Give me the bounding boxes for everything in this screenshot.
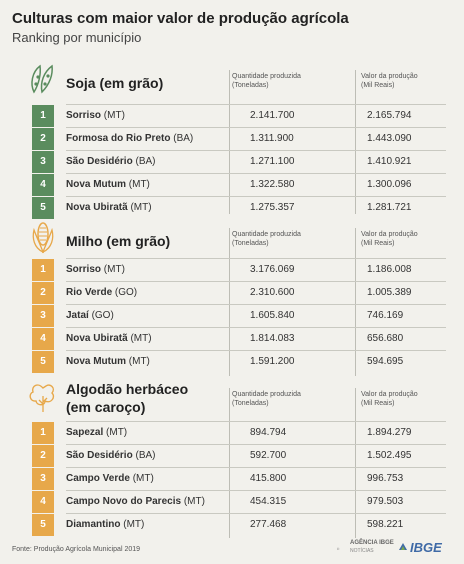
- municipality-name: Sorriso (MT): [66, 264, 125, 275]
- row-divider: [66, 104, 446, 105]
- row-divider: [66, 127, 446, 128]
- rank-badge: 5: [32, 197, 54, 219]
- agencia-logo-text: AGÊNCIA IBGE: [350, 540, 394, 546]
- row-divider: [66, 196, 446, 197]
- quantity-value: 1.814.083: [250, 333, 295, 344]
- cotton-tree-icon: [28, 380, 58, 414]
- municipality-name: Nova Ubiratã (MT): [66, 333, 152, 344]
- table-row: [0, 128, 464, 150]
- section-algodao: [0, 378, 464, 538]
- production-value: 1.186.008: [367, 264, 412, 275]
- page-title: Culturas com maior valor de produção agrícola: [12, 10, 349, 27]
- rank-badge: 3: [32, 305, 54, 327]
- row-divider: [66, 258, 446, 259]
- production-value: 746.169: [367, 310, 404, 321]
- row-divider: [66, 467, 446, 468]
- table-row: [0, 445, 464, 467]
- rank-badge: 4: [32, 491, 54, 513]
- column-header-quantity: Quantidade produzida (Toneladas): [232, 391, 301, 407]
- production-value: 594.695: [367, 356, 404, 367]
- table-row: [0, 151, 464, 173]
- column-header-value: Valor da produção (Mil Reais): [361, 391, 418, 407]
- rank-badge: 3: [32, 468, 54, 490]
- quantity-value: 1.311.900: [250, 133, 294, 144]
- column-header-quantity: Quantidade produzida (Toneladas): [232, 73, 301, 89]
- section-title: Soja (em grão): [66, 75, 164, 91]
- quantity-value: 2.310.600: [250, 287, 295, 298]
- ibge-logo: IBGE: [410, 540, 442, 555]
- quantity-value: 1.322.580: [250, 179, 295, 190]
- agencia-logo-icon: [337, 541, 349, 557]
- quantity-value: 2.141.700: [250, 110, 295, 121]
- production-value: 1.894.279: [367, 427, 412, 438]
- municipality-name: Campo Novo do Parecis (MT): [66, 496, 205, 507]
- source-note: Fonte: Produção Agrícola Municipal 2019: [12, 546, 141, 553]
- rank-badge: 2: [32, 445, 54, 467]
- production-value: 979.503: [367, 496, 404, 507]
- table-row: [0, 328, 464, 350]
- production-value: 1.281.721: [367, 202, 412, 213]
- production-value: 996.753: [367, 473, 404, 484]
- rank-badge: 1: [32, 105, 54, 127]
- section-title: Algodão herbáceo (em caroço): [66, 381, 189, 415]
- soy-pod-icon: [28, 62, 58, 96]
- rank-badge: 5: [32, 514, 54, 536]
- rank-badge: 2: [32, 282, 54, 304]
- column-header-quantity: Quantidade produzida (Toneladas): [232, 231, 301, 247]
- rank-badge: 4: [32, 328, 54, 350]
- table-row: [0, 468, 464, 490]
- table-row: [0, 351, 464, 373]
- production-value: 1.300.096: [367, 179, 412, 190]
- municipality-name: Formosa do Rio Preto (BA): [66, 133, 194, 144]
- production-value: 1.410.921: [367, 156, 412, 167]
- quantity-value: 592.700: [250, 450, 287, 461]
- table-row: [0, 197, 464, 219]
- municipality-name: Sapezal (MT): [66, 427, 128, 438]
- row-divider: [66, 327, 446, 328]
- municipality-name: Diamantino (MT): [66, 519, 145, 530]
- quantity-value: 1.605.840: [250, 310, 295, 321]
- rank-badge: 1: [32, 259, 54, 281]
- quantity-value: 894.794: [250, 427, 287, 438]
- rank-badge: 5: [32, 351, 54, 373]
- production-value: 2.165.794: [367, 110, 412, 121]
- column-header-value: Valor da produção (Mil Reais): [361, 73, 418, 89]
- production-value: 1.005.389: [367, 287, 412, 298]
- production-value: 1.443.090: [367, 133, 412, 144]
- row-divider: [66, 350, 446, 351]
- quantity-value: 277.468: [250, 519, 287, 530]
- municipality-name: Nova Mutum (MT): [66, 179, 150, 190]
- column-header-value: Valor da produção (Mil Reais): [361, 231, 418, 247]
- section-title: Milho (em grão): [66, 233, 171, 249]
- section-soja: [0, 58, 464, 218]
- table-row: [0, 305, 464, 327]
- row-divider: [66, 281, 446, 282]
- row-divider: [66, 513, 446, 514]
- municipality-name: São Desidério (BA): [66, 156, 156, 167]
- quantity-value: 1.271.100: [250, 156, 295, 167]
- production-value: 656.680: [367, 333, 404, 344]
- rank-badge: 4: [32, 174, 54, 196]
- row-divider: [66, 421, 446, 422]
- municipality-name: São Desidério (BA): [66, 450, 156, 461]
- production-value: 598.221: [367, 519, 404, 530]
- quantity-value: 415.800: [250, 473, 287, 484]
- municipality-name: Nova Ubiratã (MT): [66, 202, 152, 213]
- row-divider: [66, 490, 446, 491]
- rank-badge: 1: [32, 422, 54, 444]
- municipality-name: Campo Verde (MT): [66, 473, 154, 484]
- row-divider: [66, 150, 446, 151]
- corn-cob-icon: [28, 220, 58, 254]
- row-divider: [66, 304, 446, 305]
- page-subtitle: Ranking por município: [12, 30, 142, 45]
- quantity-value: 1.591.200: [250, 356, 295, 367]
- municipality-name: Sorriso (MT): [66, 110, 125, 121]
- municipality-name: Nova Mutum (MT): [66, 356, 150, 367]
- rank-badge: 3: [32, 151, 54, 173]
- section-milho: [0, 218, 464, 378]
- row-divider: [66, 444, 446, 445]
- table-row: [0, 282, 464, 304]
- municipality-name: Rio Verde (GO): [66, 287, 138, 298]
- quantity-value: 3.176.069: [250, 264, 295, 275]
- agencia-logo-subtext: NOTÍCIAS: [350, 548, 374, 554]
- table-row: [0, 422, 464, 444]
- municipality-name: Jataí (GO): [66, 310, 114, 321]
- table-row: [0, 105, 464, 127]
- table-row: [0, 514, 464, 536]
- table-row: [0, 174, 464, 196]
- ibge-mark-icon: [398, 542, 408, 552]
- quantity-value: 1.275.357: [250, 202, 295, 213]
- table-row: [0, 259, 464, 281]
- production-value: 1.502.495: [367, 450, 412, 461]
- rank-badge: 2: [32, 128, 54, 150]
- table-row: [0, 491, 464, 513]
- quantity-value: 454.315: [250, 496, 287, 507]
- row-divider: [66, 173, 446, 174]
